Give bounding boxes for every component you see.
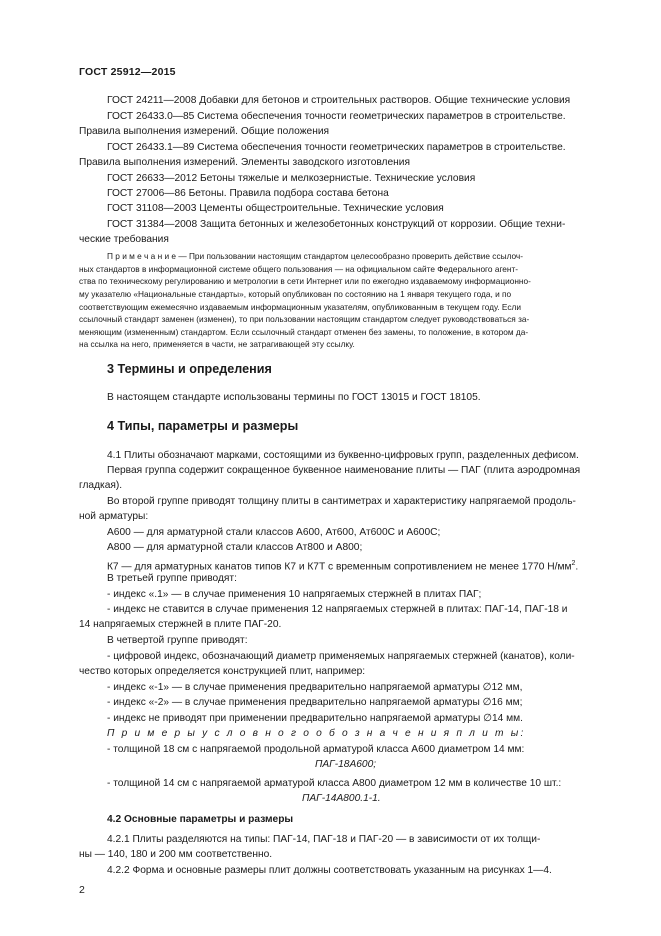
section-4-line: ной арматуры: bbox=[79, 511, 149, 522]
k7-line-text: К7 — для арматурных канатов типов К7 и К7Т с временным сопротивлением не менее 1770 Н/мм bbox=[107, 561, 572, 573]
section-4-line: В третьей группе приводят: bbox=[107, 573, 237, 584]
section-4-line: 4.1 Плиты обозначают марками, состоящими из буквенно-цифровых групп, разделенных дефисом. bbox=[107, 450, 579, 461]
section-3-text: В настоящем стандарте использованы термины по ГОСТ 13015 и ГОСТ 18105. bbox=[107, 392, 481, 403]
section-4-line: Во второй группе приводят толщину плиты в сантиметрах и характеристику напрягаемой продоль- bbox=[107, 496, 576, 507]
reference-line: ческие требования bbox=[79, 234, 169, 245]
document-header: ГОСТ 25912—2015 bbox=[79, 66, 176, 78]
paragraph-4-2-2: 4.2.2 Форма и основные размеры плит должны соответствовать указанным на рисунках 1—4. bbox=[107, 865, 552, 876]
reference-line: ГОСТ 24211—2008 Добавки для бетонов и строительных растворов. Общие технические условия bbox=[107, 95, 571, 106]
section-4-line: А600 — для арматурной стали классов А600, Ат600, Ат600С и А600С; bbox=[107, 527, 441, 538]
section-4-line: Первая группа содержит сокращенное буквенное наименование плиты — ПАГ (плита аэродромная bbox=[107, 465, 581, 476]
note-line: ства по техническому регулированию и метрологии в сети Интернет или по ежегодно издаваемому информационно- bbox=[79, 276, 531, 286]
section-4-line: - индекс не приводят при применении предварительно напрягаемой арматуры ∅14 мм. bbox=[107, 713, 523, 724]
reference-line: ГОСТ 26633—2012 Бетоны тяжелые и мелкозернистые. Технические условия bbox=[107, 173, 476, 184]
reference-line: ГОСТ 27006—86 Бетоны. Правила подбора состава бетона bbox=[107, 188, 389, 199]
section-4-line: 14 напрягаемых стержней в плите ПАГ-20. bbox=[79, 619, 282, 630]
section-4-line: гладкая). bbox=[79, 480, 123, 491]
section-4-line: В четвертой группе приводят: bbox=[107, 635, 248, 646]
section-4-line: - индекс «-1» — в случае применения предварительно напрягаемой арматуры ∅12 мм, bbox=[107, 682, 523, 693]
reference-line: Правила выполнения измерений. Элементы заводского изготовления bbox=[79, 157, 411, 168]
reference-line: ГОСТ 31384—2008 Защита бетонных и железобетонных конструкций от коррозии. Общие техни- bbox=[107, 219, 566, 230]
section-4-line: чество которых определяется конструкцией плит, например: bbox=[79, 666, 366, 677]
section-4-line: - индекс «.1» — в случае применения 10 напрягаемых стержней в плитах ПАГ; bbox=[107, 589, 482, 600]
example-1-code: ПАГ-18А600; bbox=[315, 759, 377, 770]
section-4-title: 4 Типы, параметры и размеры bbox=[107, 419, 299, 433]
reference-line: ГОСТ 26433.0—85 Система обеспечения точности геометрических параметров в строительстве. bbox=[107, 111, 566, 122]
note-line: П р и м е ч а н и е — При пользовании настоящим стандартом целесообразно проверить действие ссылоч- bbox=[107, 251, 524, 261]
reference-line: ГОСТ 31108—2003 Цементы общестроительные. Технические условия bbox=[107, 203, 444, 214]
example-1: - толщиной 18 см с напрягаемой продольной арматурой класса А600 диаметром 14 мм: bbox=[107, 744, 525, 755]
reference-line: Правила выполнения измерений. Общие положения bbox=[79, 126, 330, 137]
note-line: ссылочный стандарт заменен (изменен), то при пользовании настоящим стандартом следует руководствоваться за- bbox=[79, 314, 530, 324]
section-4-line: - индекс не ставится в случае применения 12 напрягаемых стержней в плитах: ПАГ-14, ПАГ-18 и bbox=[107, 604, 568, 615]
example-2-code: ПАГ-14А800.1-1. bbox=[302, 793, 381, 804]
section-4-line: - индекс «-2» — в случае применения предварительно напрягаемой арматуры ∅16 мм; bbox=[107, 697, 523, 708]
page-number: 2 bbox=[79, 884, 85, 896]
note-line: соответствующим ежемесячно издаваемым информационным указателям, опубликованным в текущем году. Если bbox=[79, 302, 521, 312]
note-line: на ссылка на него, применяется в части, не затрагивающей эту ссылку. bbox=[79, 339, 355, 349]
section-4-line: А800 — для арматурной стали классов Ат800 и А800; bbox=[107, 542, 363, 553]
section-3-title: 3 Термины и определения bbox=[107, 362, 272, 376]
examples-label-text: П р и м е р ы у с л о в н о г о о б о з н а ч е н и я п л и т ы: bbox=[107, 728, 526, 739]
paragraph-4-2-1: 4.2.1 Плиты разделяются на типы: ПАГ-14, ПАГ-18 и ПАГ-20 — в зависимости от их толщи- bbox=[107, 834, 541, 845]
section-4-line: - цифровой индекс, обозначающий диаметр применяемых напрягаемых стержней (канатов), коли- bbox=[107, 651, 575, 662]
superscript: 2 bbox=[571, 560, 576, 567]
examples-label bbox=[79, 726, 615, 742]
reference-line: ГОСТ 26433.1—89 Система обеспечения точности геометрических параметров в строительстве. bbox=[107, 142, 566, 153]
paragraph-4-2-1-cont: ны — 140, 180 и 200 мм соответственно. bbox=[79, 849, 273, 860]
note-line: меняющим (измененным) стандартом. Если ссылочный стандарт отменен без замены, то положение, в котором да- bbox=[79, 327, 529, 337]
subsection-4-2-title: 4.2 Основные параметры и размеры bbox=[107, 814, 294, 825]
section-4-line: К7 — для арматурных канатов типов К7 и К7Т с временным сопротивлением не менее 1770 $Н/мм^2$. bbox=[107, 560, 579, 573]
note-line: ных стандартов в информационной системе общего пользования — на официальном сайте Федерального агент- bbox=[79, 264, 519, 274]
note-line: му указателю «Национальные стандарты», который опубликован по состоянию на 1 января текущего года, и по bbox=[79, 289, 512, 299]
example-2: - толщиной 14 см с напрягаемой арматурой класса А800 диаметром 12 мм в количестве 10 шт.: bbox=[107, 778, 562, 789]
